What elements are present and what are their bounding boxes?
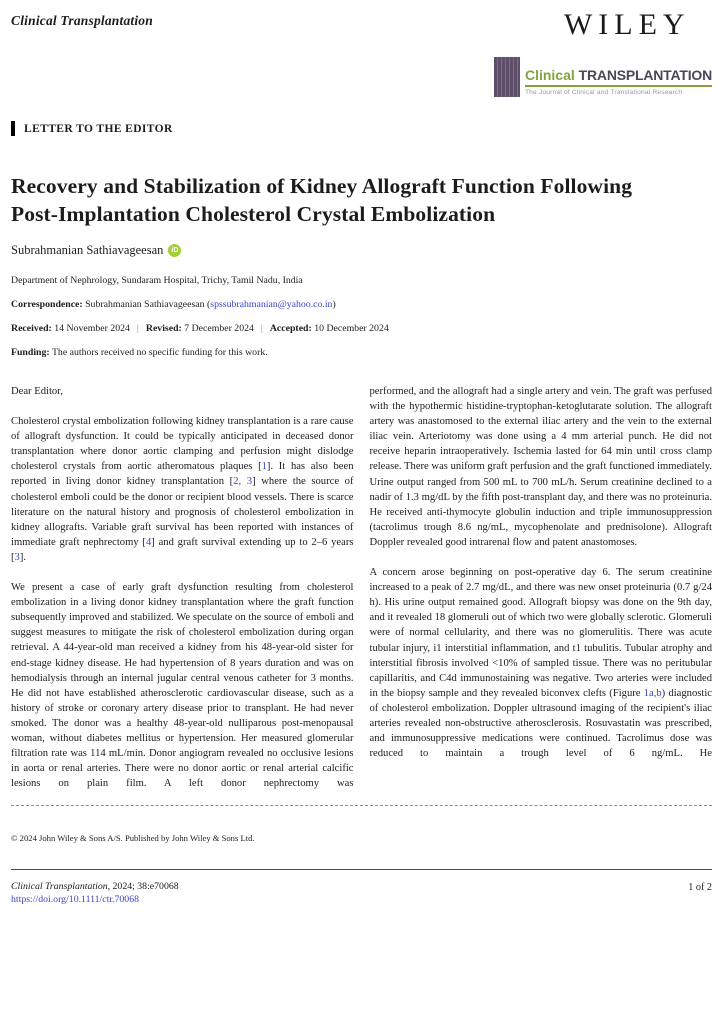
footer-divider — [11, 869, 712, 870]
orcid-icon[interactable]: iD — [168, 244, 181, 257]
running-head: Clinical Transplantation — [11, 13, 153, 28]
journal-logo-rule — [525, 85, 712, 87]
revised-date: 7 December 2024 — [181, 323, 254, 334]
author-name: Subrahmanian Sathiavageesan — [11, 243, 164, 257]
correspondence-label: Correspondence: — [11, 299, 83, 310]
copyright-notice: © 2024 John Wiley & Sons A/S. Published by John Wiley & Sons Ltd. — [11, 833, 255, 844]
accepted-label: Accepted: — [269, 323, 312, 334]
journal-logo — [494, 57, 712, 97]
section-label-bar — [11, 121, 15, 136]
citation-block — [11, 881, 179, 905]
body-text: ] and graft survival extending up to 2–6 years [ — [11, 536, 354, 563]
right-column — [370, 384, 713, 791]
page-number: 1 of 2 — [688, 882, 712, 894]
citation-link[interactable]: 4 — [145, 536, 152, 548]
funding-text: The authors received no specific funding for this work. — [49, 347, 268, 358]
body-text: ]. — [19, 551, 27, 563]
body-text: ]. It has also been reported in living donor kidney transplantation [ — [11, 461, 354, 488]
journal-logo-mark-icon — [494, 57, 520, 97]
citation-line — [11, 881, 179, 892]
journal-logo-name — [525, 68, 712, 83]
author-row — [11, 243, 712, 258]
date-separator: | — [136, 323, 139, 334]
correspondence-name: Subrahmanian Sathiavageesan ( — [82, 299, 211, 310]
affiliation: Department of Nephrology, Sundaram Hospital, Trichy, Tamil Nadu, India — [11, 275, 303, 286]
paragraph-1 — [11, 414, 354, 565]
body-text: ) diagnostic of cholesterol embolization. Doppler ultrasound imaging of the recipient's iliac arteries revealed non-obstructive atherosclerosis. Rosuvastatin was prescribed, and immunosuppressive medications were continued. Tacrolimus dose was reduced to maintain a trough level of 6 ng/mL. He — [369, 687, 712, 760]
wiley-logo: WILEY — [563, 8, 691, 41]
accepted-date: 10 December 2024 — [311, 323, 389, 334]
paragraph-3 — [370, 384, 713, 550]
paragraph-4 — [370, 565, 713, 761]
publisher-logos — [494, 10, 712, 97]
masthead — [11, 10, 712, 97]
body-text: ] where the source of cholesterol emboli could be the donor or recipient blood vessels. There is scarce literature on the natural history and prognosis of cholesterol embolization in kidney allografts. Variable graft survival has been reported with instances of immediate graft nephrectomy [ — [11, 476, 354, 548]
body-text: We present a case of early graft dysfunction resulting from cholesterol embolization in a living donor kidney transplantation where the graft function subsequently improved and stabilized. We speculate on the source of emboli and suggest measures to mitigate the risk of cholesterol embolization during organ retrieval. A 44-year-old man received a kidney from his 48-year-old sister for end-stage kidney disease. He had hypertension of 8 years duration and was on hemodialysis through an internal jugular central venous catheter for 3 months. He did not have established atherosclerotic cardiovascular disease, such as a history of stroke or coronary artery disease prior to transplant. He had never smoked. The donor was a healthy 48-year-old nulliparous post-menopausal woman, without diabetes mellitus or hypertension. Her measured glomerular filtration rate was 114 mL/min. Donor angiogram revealed no occlusive lesions in aorta or renal arteries. There were no donor aortic or renal arterial calcific lesions on plain film. A left donor nephrectomy was — [11, 582, 354, 790]
body-text: performed, and the allograft had a single artery and vein. The graft was perfused with the hypothermic histidine-tryptophan-ketoglutarate solution. The allograft artery was anastomosed to the external iliac artery and the vein to the external iliac vein. Arteriotomy was done using a 4 mm arterial punch. He did not receive heparin intraoperatively. Ischemia lasted for 64 min until cross clamp release. There was uniform graft perfusion and the graft functioned immediately. Urine output ranged from 500 mL to 700 mL/h. Serum creatinine declined to a nadir of 1.3 mg/dL by the fifth post-transplant day, and there was no proteinuria. He received anti-thymocyte globulin induction and triple immunosuppression (tacrolimus trough 8.6 ng/mL, mycophenolate and prednisolone). Allograft Doppler revealed good intrarenal flow and patent anastomoses. — [369, 386, 712, 548]
funding-line — [11, 347, 712, 358]
left-column — [11, 384, 354, 791]
section-label-text: LETTER TO THE EDITOR — [24, 122, 173, 135]
correspondence-close: ) — [332, 299, 336, 310]
funding-label: Funding: — [11, 347, 50, 358]
history-line — [11, 323, 712, 334]
body-text: A concern arose beginning on post-operative day 6. The serum creatinine increased to a peak of 2.7 mg/dL, and there was new onset proteinuria (0.7 g/24 h). His urine output remained good. Allograft biopsy was done on the 9th day, and it revealed 18 glomeruli out of which two were globally sclerotic. Glomeruli were of normal cellularity, and there was no glomerulitis. There was acute tubular injury, i1 interstitial inflammation, and t1 tubulitis. Tubular atrophy and interstitial fibrosis involved <10% of sampled tissue. There was no peritubular capillaritis, and C4d immunostaining was negative. Two arteries were included in the biopsy sample and they revealed biconvex clefts (Figure — [369, 567, 712, 699]
body-columns — [11, 384, 712, 791]
doi-link[interactable]: https://doi.org/10.1111/ctr.70068 — [11, 894, 139, 906]
journal-logo-name-transplantation: TRANSPLANTATION — [578, 66, 712, 83]
salutation: Dear Editor, — [11, 386, 63, 397]
footnote-divider — [11, 805, 712, 806]
paragraph-2 — [11, 580, 354, 791]
article-title: Recovery and Stabilization of Kidney Allograft Function Following Post-Implantation Cholesterol Crystal Embolization — [11, 174, 633, 226]
page-footer — [11, 881, 712, 905]
date-separator: | — [260, 323, 263, 334]
citation-journal-name: Clinical Transplantation — [11, 881, 108, 893]
received-date: 14 November 2024 — [51, 323, 130, 334]
body-text: Cholesterol crystal embolization following kidney transplantation is a rare cause of allograft dysfunction. It could be typically anticipated in deceased donor transplantation where donor aortic clamping and perfusion might dislodge cholesterol crystals from aortic atheromatous plaques [ — [11, 416, 354, 473]
correspondence-line — [11, 299, 712, 310]
citation-rest: , 2024; 38:e70068 — [107, 881, 179, 893]
citation-link[interactable]: 1 — [261, 461, 267, 473]
journal-logo-text — [525, 57, 712, 97]
journal-logo-tagline: The Journal of Clinical and Translational Research — [524, 89, 683, 96]
citation-link[interactable]: 1a,b — [643, 687, 662, 699]
revised-label: Revised: — [145, 323, 182, 334]
citation-link[interactable]: 3 — [14, 551, 20, 563]
citation-link[interactable]: 2, 3 — [233, 476, 253, 488]
journal-logo-name-clinical: Clinical — [524, 66, 575, 83]
received-label: Received: — [11, 323, 52, 334]
correspondence-email-link[interactable]: spssubrahmanian@yahoo.co.in — [210, 299, 333, 310]
section-label — [11, 121, 712, 136]
